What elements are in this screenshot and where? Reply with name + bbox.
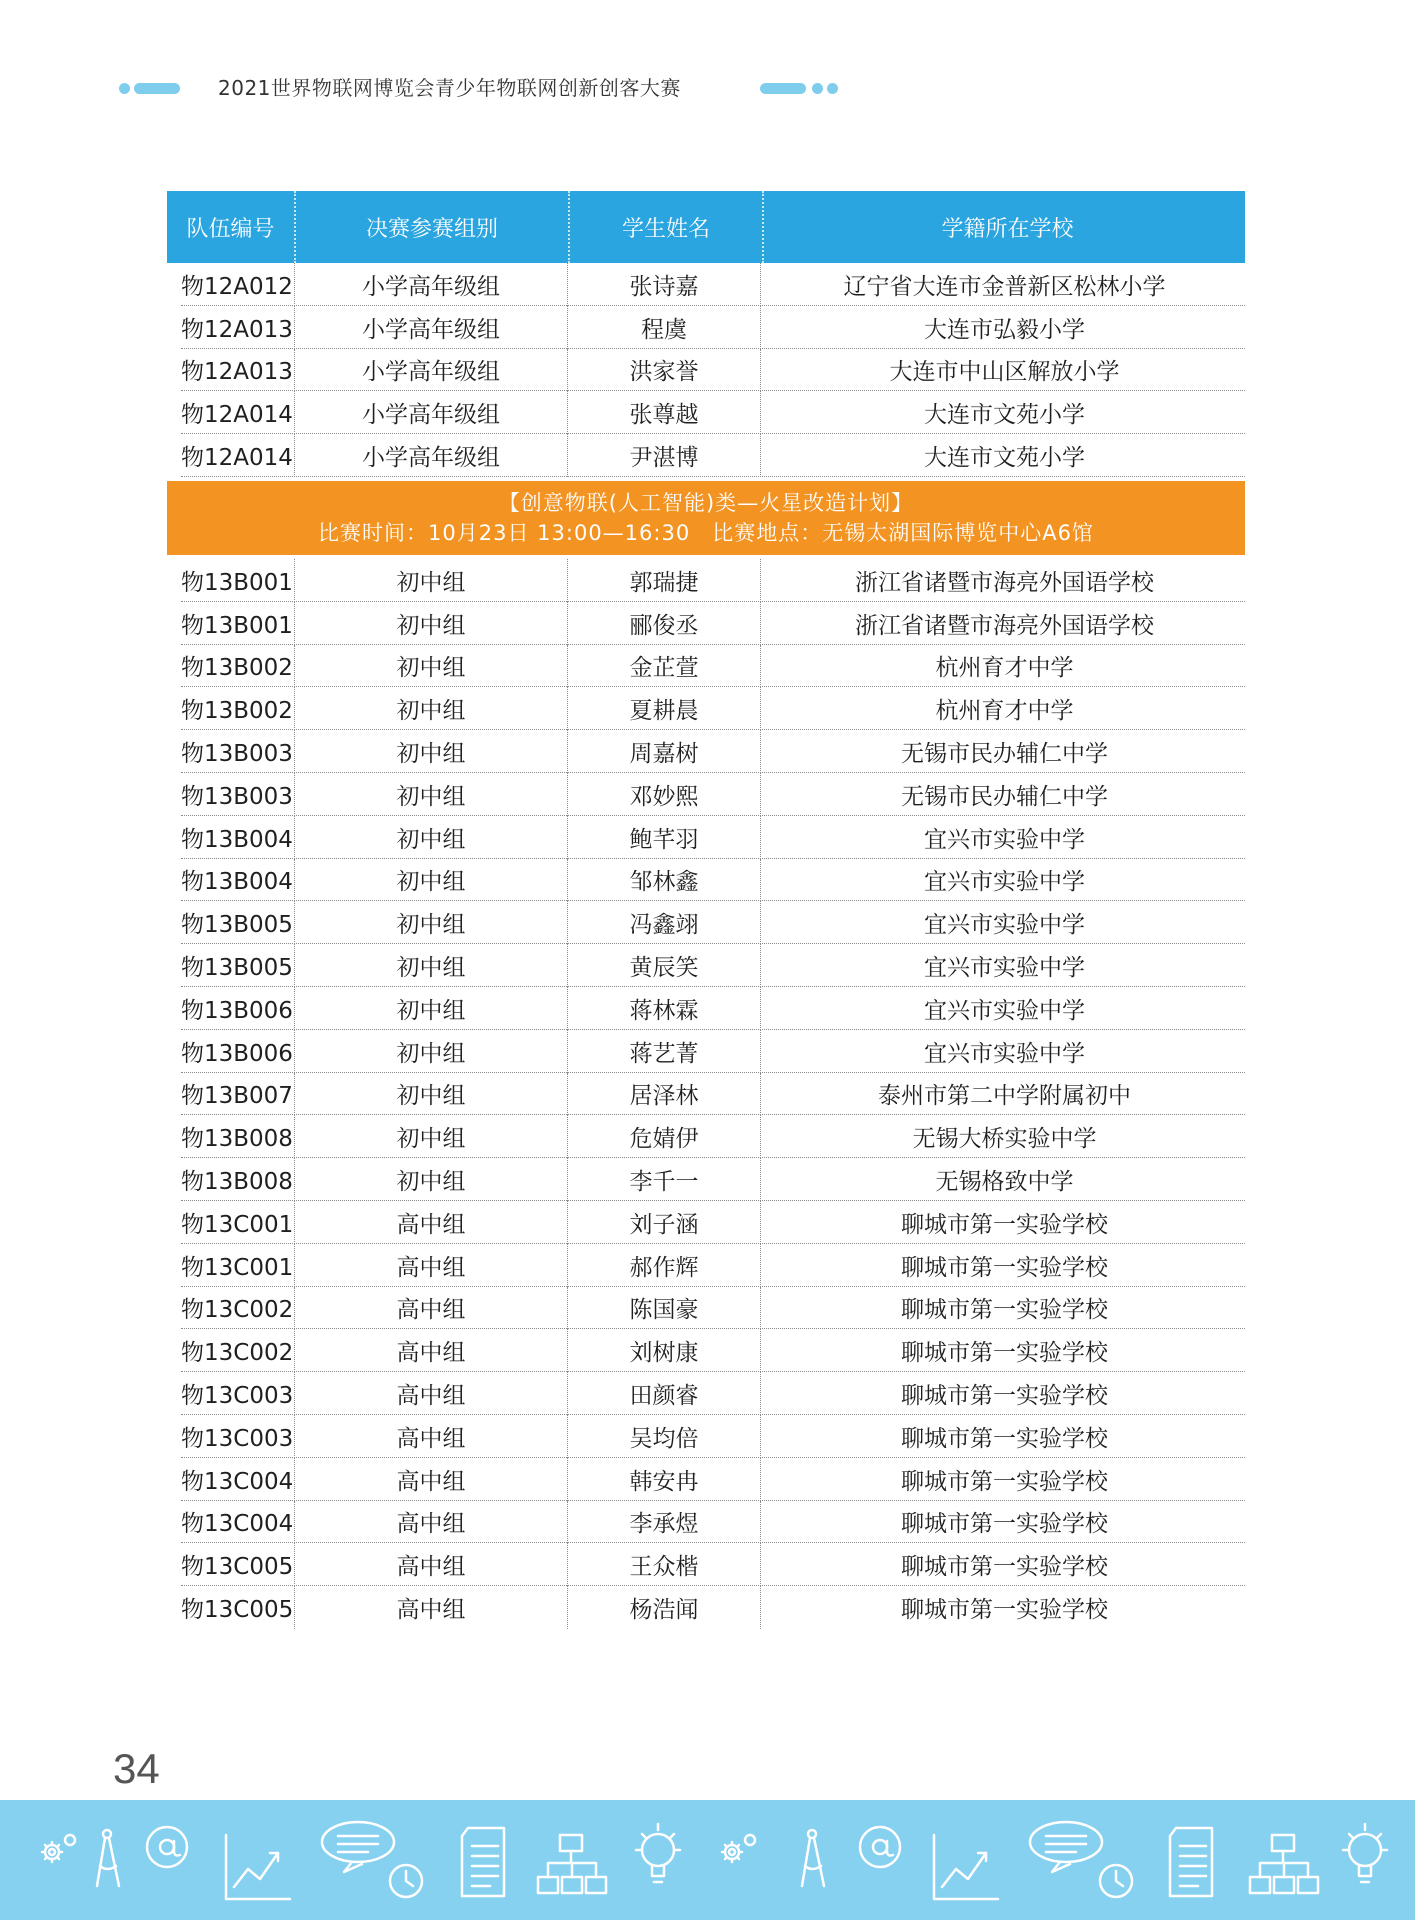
student-name-cell: 周嘉树 [567,730,760,773]
header-decor-dot [812,83,823,94]
participants-table [167,191,1245,1629]
group-cell: 初中组 [294,1115,567,1158]
school-cell: 泰州市第二中学附属初中 [760,1073,1248,1116]
school-cell: 宜兴市实验中学 [760,987,1248,1030]
table-row [167,859,1245,902]
school-cell: 浙江省诸暨市海亮外国语学校 [760,559,1248,602]
team-id-cell: 物13C002 [181,1297,294,1324]
table-row [167,987,1245,1030]
school-cell: 聊城市第一实验学校 [760,1201,1248,1244]
student-name-cell: 田颜睿 [567,1372,760,1415]
student-name-cell: 张尊越 [567,391,760,434]
school-cell: 聊城市第一实验学校 [760,1287,1248,1330]
team-id-cell: 物13B002 [181,698,293,725]
student-name-cell: 陈国豪 [567,1287,760,1330]
group-cell: 初中组 [294,773,567,816]
team-id-cell: 物12A014 [181,402,293,429]
school-cell: 聊城市第一实验学校 [760,1372,1248,1415]
team-id-cell: 物13C002 [181,1340,294,1367]
table-row [167,773,1245,816]
group-cell: 初中组 [294,602,567,645]
banner-title: 【创意物联(人工智能)类—火星改造计划】 [498,490,914,515]
school-cell: 大连市文苑小学 [760,391,1248,434]
school-cell: 聊城市第一实验学校 [760,1415,1248,1458]
student-name-cell: 郭瑞捷 [567,559,760,602]
header-decor-pill [134,83,180,94]
flowchart-icon [1250,1835,1318,1893]
team-id-cell: 物12A013 [181,316,293,343]
school-cell: 杭州育才中学 [760,687,1248,730]
table-row [167,391,1245,434]
team-id-cell: 物13B004 [181,869,293,896]
team-id-cell: 物13C005 [181,1597,294,1623]
school-cell: 无锡市民办辅仁中学 [760,730,1248,773]
team-id-cell: 物13B005 [181,912,293,939]
student-name-cell: 杨浩闻 [567,1586,760,1629]
header-title: 2021世界物联网博览会青少年物联网创新创客大赛 [218,76,681,100]
student-name-cell: 韩安冉 [567,1458,760,1501]
student-name-cell: 郝作辉 [567,1244,760,1287]
column-header-group: 决赛参赛组别 [294,191,568,263]
table-row [167,602,1245,645]
school-cell: 杭州育才中学 [760,645,1248,688]
column-header-team-id: 队伍编号 [186,216,275,242]
student-name-cell: 李承煜 [567,1501,760,1544]
group-cell: 高中组 [294,1244,567,1287]
student-name-cell: 刘子涵 [567,1201,760,1244]
school-cell: 无锡格致中学 [760,1158,1248,1201]
line-chart-icon [934,1835,998,1899]
student-name-cell: 黄辰笑 [567,944,760,987]
group-cell: 初中组 [294,816,567,859]
school-cell: 大连市文苑小学 [760,434,1248,477]
student-name-cell: 夏耕晨 [567,687,760,730]
team-id-cell: 物13B007 [181,1083,293,1110]
school-cell: 无锡市民办辅仁中学 [760,773,1248,816]
team-id-cell: 物12A013 [181,359,293,386]
school-cell: 聊城市第一实验学校 [760,1501,1248,1544]
school-cell: 大连市中山区解放小学 [760,349,1248,392]
table-row [167,1201,1245,1244]
school-cell: 聊城市第一实验学校 [760,1244,1248,1287]
group-cell: 初中组 [294,859,567,902]
table-row [167,1543,1245,1586]
team-id-cell: 物13B001 [181,612,293,639]
category-banner [167,481,1245,555]
team-id-cell: 物13B001 [181,569,293,596]
team-id-cell: 物13C003 [181,1425,294,1452]
table-row [167,1372,1245,1415]
group-cell: 小学高年级组 [294,349,567,392]
table-row [167,1030,1245,1073]
school-cell: 宜兴市实验中学 [760,901,1248,944]
group-cell: 初中组 [294,1073,567,1116]
lightbulb-icon [636,1824,680,1882]
table-row [167,349,1245,392]
gear-icon [722,1835,755,1862]
group-cell: 初中组 [294,645,567,688]
compass-icon [97,1830,119,1886]
student-name-cell: 李千一 [567,1158,760,1201]
table-row [167,687,1245,730]
team-id-cell: 物13B008 [181,1126,293,1153]
table-row [167,306,1245,349]
student-name-cell: 鲍芊羽 [567,816,760,859]
speech-bubble-icon [322,1822,394,1872]
document-icon [1170,1828,1212,1896]
table-row [167,1458,1245,1501]
student-name-cell: 刘树康 [567,1329,760,1372]
group-cell: 高中组 [294,1458,567,1501]
student-name-cell: 邹林鑫 [567,859,760,902]
footer-icons [0,1800,1415,1920]
team-id-cell: 物13C004 [181,1468,294,1495]
team-id-cell: 物13B005 [181,955,293,982]
table-row [167,730,1245,773]
column-header-student-name: 学生姓名 [568,191,762,263]
table-row [167,1501,1245,1544]
group-cell: 小学高年级组 [294,263,567,306]
student-name-cell: 冯鑫翊 [567,901,760,944]
table-row [167,434,1245,477]
school-cell: 宜兴市实验中学 [760,1030,1248,1073]
table-row [167,1287,1245,1330]
team-id-cell: 物13C003 [181,1383,294,1410]
speech-bubble-icon [1030,1822,1102,1872]
group-cell: 高中组 [294,1501,567,1544]
student-name-cell: 程虞 [567,306,760,349]
student-name-cell: 居泽林 [567,1073,760,1116]
group-cell: 初中组 [294,901,567,944]
table-row [167,559,1245,602]
team-id-cell: 物13C001 [181,1254,294,1281]
header-decor-dot [827,83,838,94]
table-row [167,1586,1245,1629]
clock-icon [390,1865,422,1897]
school-cell: 聊城市第一实验学校 [760,1329,1248,1372]
table-row [167,1073,1245,1116]
school-cell: 宜兴市实验中学 [760,944,1248,987]
footer-band [0,1800,1415,1920]
table-row [167,263,1245,306]
student-name-cell: 尹湛博 [567,434,760,477]
table-row [167,944,1245,987]
team-id-cell: 物13B003 [181,741,293,768]
table-body-bottom [167,559,1245,1629]
group-cell: 初中组 [294,1158,567,1201]
banner-schedule: 比赛时间：10月23日 13:00—16:30 比赛地点：无锡太湖国际博览中心A6馆 [318,520,1094,545]
school-cell: 聊城市第一实验学校 [760,1543,1248,1586]
group-cell: 小学高年级组 [294,434,567,477]
group-cell: 小学高年级组 [294,306,567,349]
student-name-cell: 金芷萱 [567,645,760,688]
team-id-cell: 物12A014 [181,445,293,472]
table-body-top [167,263,1245,477]
student-name-cell: 吴均倍 [567,1415,760,1458]
school-cell: 浙江省诸暨市海亮外国语学校 [760,602,1248,645]
lightbulb-icon [1343,1824,1387,1882]
table-header [167,191,1245,263]
student-name-cell: 郦俊丞 [567,602,760,645]
compass-icon [802,1830,824,1886]
team-id-cell: 物13C004 [181,1511,294,1538]
clock-icon [1100,1865,1132,1897]
student-name-cell: 危婧伊 [567,1115,760,1158]
table-row [167,1415,1245,1458]
gear-icon [42,1835,75,1862]
team-id-cell: 物13C005 [181,1554,294,1581]
group-cell: 高中组 [294,1372,567,1415]
student-name-cell: 邓妙熙 [567,773,760,816]
team-id-cell: 物12A012 [181,273,293,300]
team-id-cell: 物13B003 [181,783,293,810]
group-cell: 高中组 [294,1329,567,1372]
school-cell: 聊城市第一实验学校 [760,1458,1248,1501]
at-sign-icon [860,1827,900,1867]
group-cell: 高中组 [294,1201,567,1244]
school-cell: 辽宁省大连市金普新区松林小学 [760,263,1248,306]
table-row [167,1158,1245,1201]
table-row [167,1115,1245,1158]
school-cell: 无锡大桥实验中学 [760,1115,1248,1158]
table-row [167,1329,1245,1372]
group-cell: 高中组 [294,1543,567,1586]
table-row [167,645,1245,688]
table-row [167,1244,1245,1287]
at-sign-icon [147,1827,187,1867]
group-cell: 初中组 [294,730,567,773]
document-icon [462,1828,504,1896]
student-name-cell: 张诗嘉 [567,263,760,306]
page-number: 34 [113,1745,160,1792]
team-id-cell: 物13B006 [181,997,293,1024]
school-cell: 大连市弘毅小学 [760,306,1248,349]
group-cell: 高中组 [294,1586,567,1629]
header-decor-pill [760,83,806,94]
header-decor-dot [119,83,130,94]
group-cell: 初中组 [294,559,567,602]
group-cell: 初中组 [294,1030,567,1073]
school-cell: 聊城市第一实验学校 [760,1586,1248,1629]
table-row [167,901,1245,944]
team-id-cell: 物13B008 [181,1169,293,1196]
group-cell: 高中组 [294,1287,567,1330]
group-cell: 初中组 [294,987,567,1030]
student-name-cell: 王众楷 [567,1543,760,1586]
column-header-school: 学籍所在学校 [762,191,1251,263]
page-header [0,74,1415,102]
team-id-cell: 物13C001 [181,1211,294,1238]
school-cell: 宜兴市实验中学 [760,816,1248,859]
group-cell: 初中组 [294,687,567,730]
group-cell: 高中组 [294,1415,567,1458]
student-name-cell: 洪家誉 [567,349,760,392]
flowchart-icon [538,1835,606,1893]
team-id-cell: 物13B002 [181,655,293,682]
student-name-cell: 蒋艺菁 [567,1030,760,1073]
group-cell: 小学高年级组 [294,391,567,434]
line-chart-icon [226,1835,290,1899]
table-row [167,816,1245,859]
team-id-cell: 物13B006 [181,1040,293,1067]
group-cell: 初中组 [294,944,567,987]
team-id-cell: 物13B004 [181,826,293,853]
student-name-cell: 蒋林霖 [567,987,760,1030]
school-cell: 宜兴市实验中学 [760,859,1248,902]
